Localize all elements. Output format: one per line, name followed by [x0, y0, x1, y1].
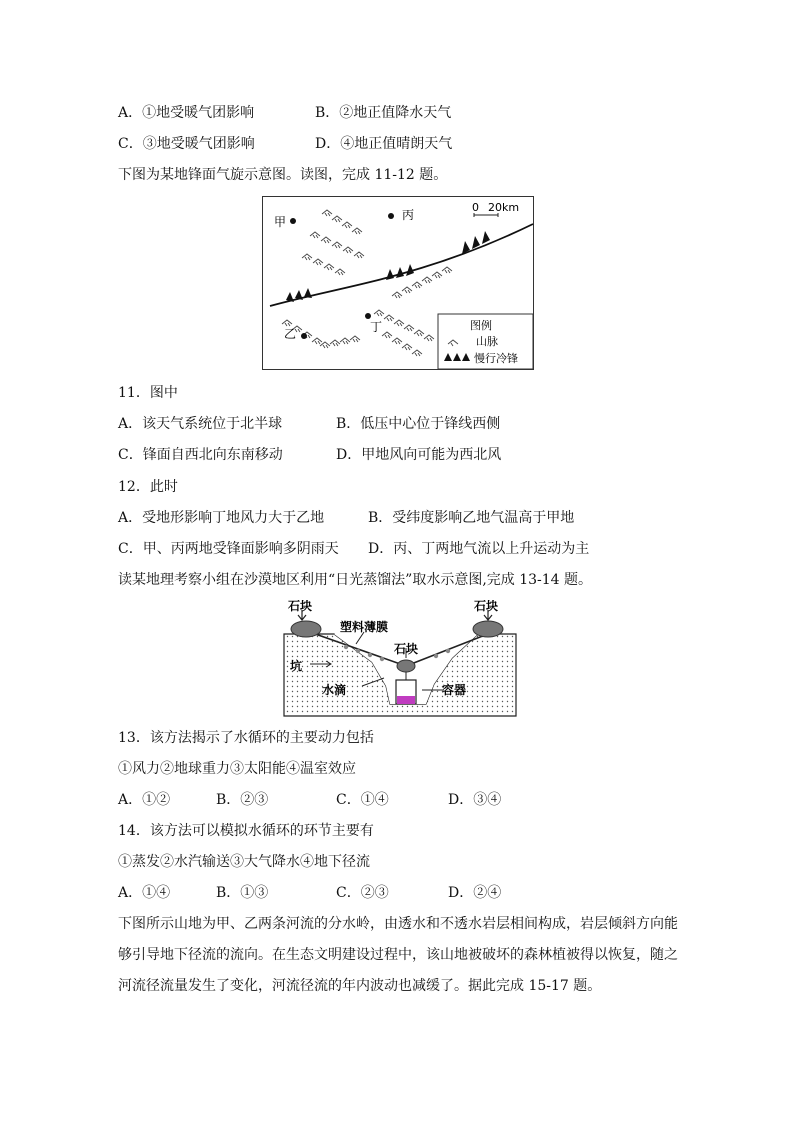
q12-option-d: D．丙、丁两地气流以上升运动为主 [368, 541, 590, 557]
stone-center [397, 660, 415, 672]
q10-option-d: D．④地正值晴朗天气 [315, 136, 453, 152]
q14-stem: 14．该方法可以模拟水循环的环节主要有 [118, 823, 374, 839]
stone-left [291, 621, 321, 637]
q10-option-b: B．②地正值降水天气 [315, 105, 452, 121]
legend-title: 图例 [470, 319, 492, 332]
q13-option-a: A．①② [118, 792, 171, 808]
map-legend [438, 314, 533, 369]
collected-water [397, 696, 415, 704]
front-legend-icon [444, 353, 470, 361]
container-label: 容器 [442, 683, 467, 697]
q14-items: ①蒸发②水汽输送③大气降水④地下径流 [118, 854, 370, 870]
q14-option-c: C．②③ [336, 885, 389, 901]
q12-stem: 12．此时 [118, 479, 178, 495]
place-yi-dot [301, 333, 307, 339]
solar-still-diagram [276, 600, 520, 718]
q12-option-a: A．受地形影响丁地风力大于乙地 [118, 510, 325, 526]
q12-option-b: B．受纬度影响乙地气温高于甲地 [368, 510, 575, 526]
q13-option-b: B．②③ [216, 792, 269, 808]
q11-stem: 11．图中 [118, 385, 178, 401]
intro-13-14: 读某地理考察小组在沙漠地区利用“日光蒸馏法”取水示意图,完成 13-14 题。 [118, 572, 593, 588]
q13-option-c: C．①④ [336, 792, 389, 808]
q11-option-d: D．甲地风向可能为西北风 [336, 447, 502, 463]
film-label: 塑料薄膜 [340, 620, 389, 634]
q13-stem: 13．该方法揭示了水循环的主要动力包括 [118, 730, 374, 746]
place-jia-dot [290, 218, 296, 224]
frontal-cyclone-map [262, 196, 534, 370]
scale-zero-label: 0 [472, 201, 479, 214]
stone-right [473, 621, 503, 637]
intro-11-12: 下图为某地锋面气旋示意图。读图，完成 11-12 题。 [118, 167, 448, 183]
stone-left-label: 石块 [288, 600, 313, 613]
stone-center-label: 石块 [394, 642, 419, 656]
legend-front-label: 慢行冷锋 [474, 352, 518, 365]
q11-option-c: C．锋面自西北向东南移动 [118, 447, 283, 463]
place-jia-label: 甲 [274, 215, 287, 229]
q10-option-a: A．①地受暖气团影响 [118, 105, 255, 121]
legend-mountain-label: 山脉 [476, 335, 498, 348]
place-yi-label: 乙 [284, 327, 297, 341]
place-ding-label: 丁 [370, 320, 383, 334]
place-bing-label: 丙 [402, 208, 415, 222]
q14-option-d: D．②④ [448, 885, 502, 901]
pit-label: 坑 [290, 659, 303, 673]
q10-option-c: C．③地受暖气团影响 [118, 136, 255, 152]
q12-option-c: C．甲、丙两地受锋面影响多阴雨天 [118, 541, 339, 557]
stone-right-label: 石块 [474, 600, 499, 613]
drops-label: 水滴 [322, 683, 347, 697]
q11-option-a: A．该天气系统位于北半球 [118, 416, 283, 432]
place-ding-dot [365, 313, 371, 319]
scale-distance-label: 20km [488, 201, 520, 214]
q14-option-b: B．①③ [216, 885, 269, 901]
q11-option-b: B．低压中心位于锋线西侧 [336, 416, 501, 432]
intro-15-17-line1: 下图所示山地为甲、乙两条河流的分水岭，由透水和不透水岩层相间构成，岩层倾斜方向能 [118, 916, 678, 932]
q13-option-d: D．③④ [448, 792, 502, 808]
q14-option-a: A．①④ [118, 885, 171, 901]
q13-items: ①风力②地球重力③太阳能④温室效应 [118, 761, 356, 777]
intro-15-17-line3: 河流径流量发生了变化，河流径流的年内波动也减缓了。据此完成 15-17 题。 [118, 978, 602, 994]
intro-15-17-line2: 够引导地下径流的流向。在生态文明建设过程中，该山地被破坏的森林植被得以恢复，随之 [118, 947, 678, 963]
place-bing-dot [388, 213, 394, 219]
